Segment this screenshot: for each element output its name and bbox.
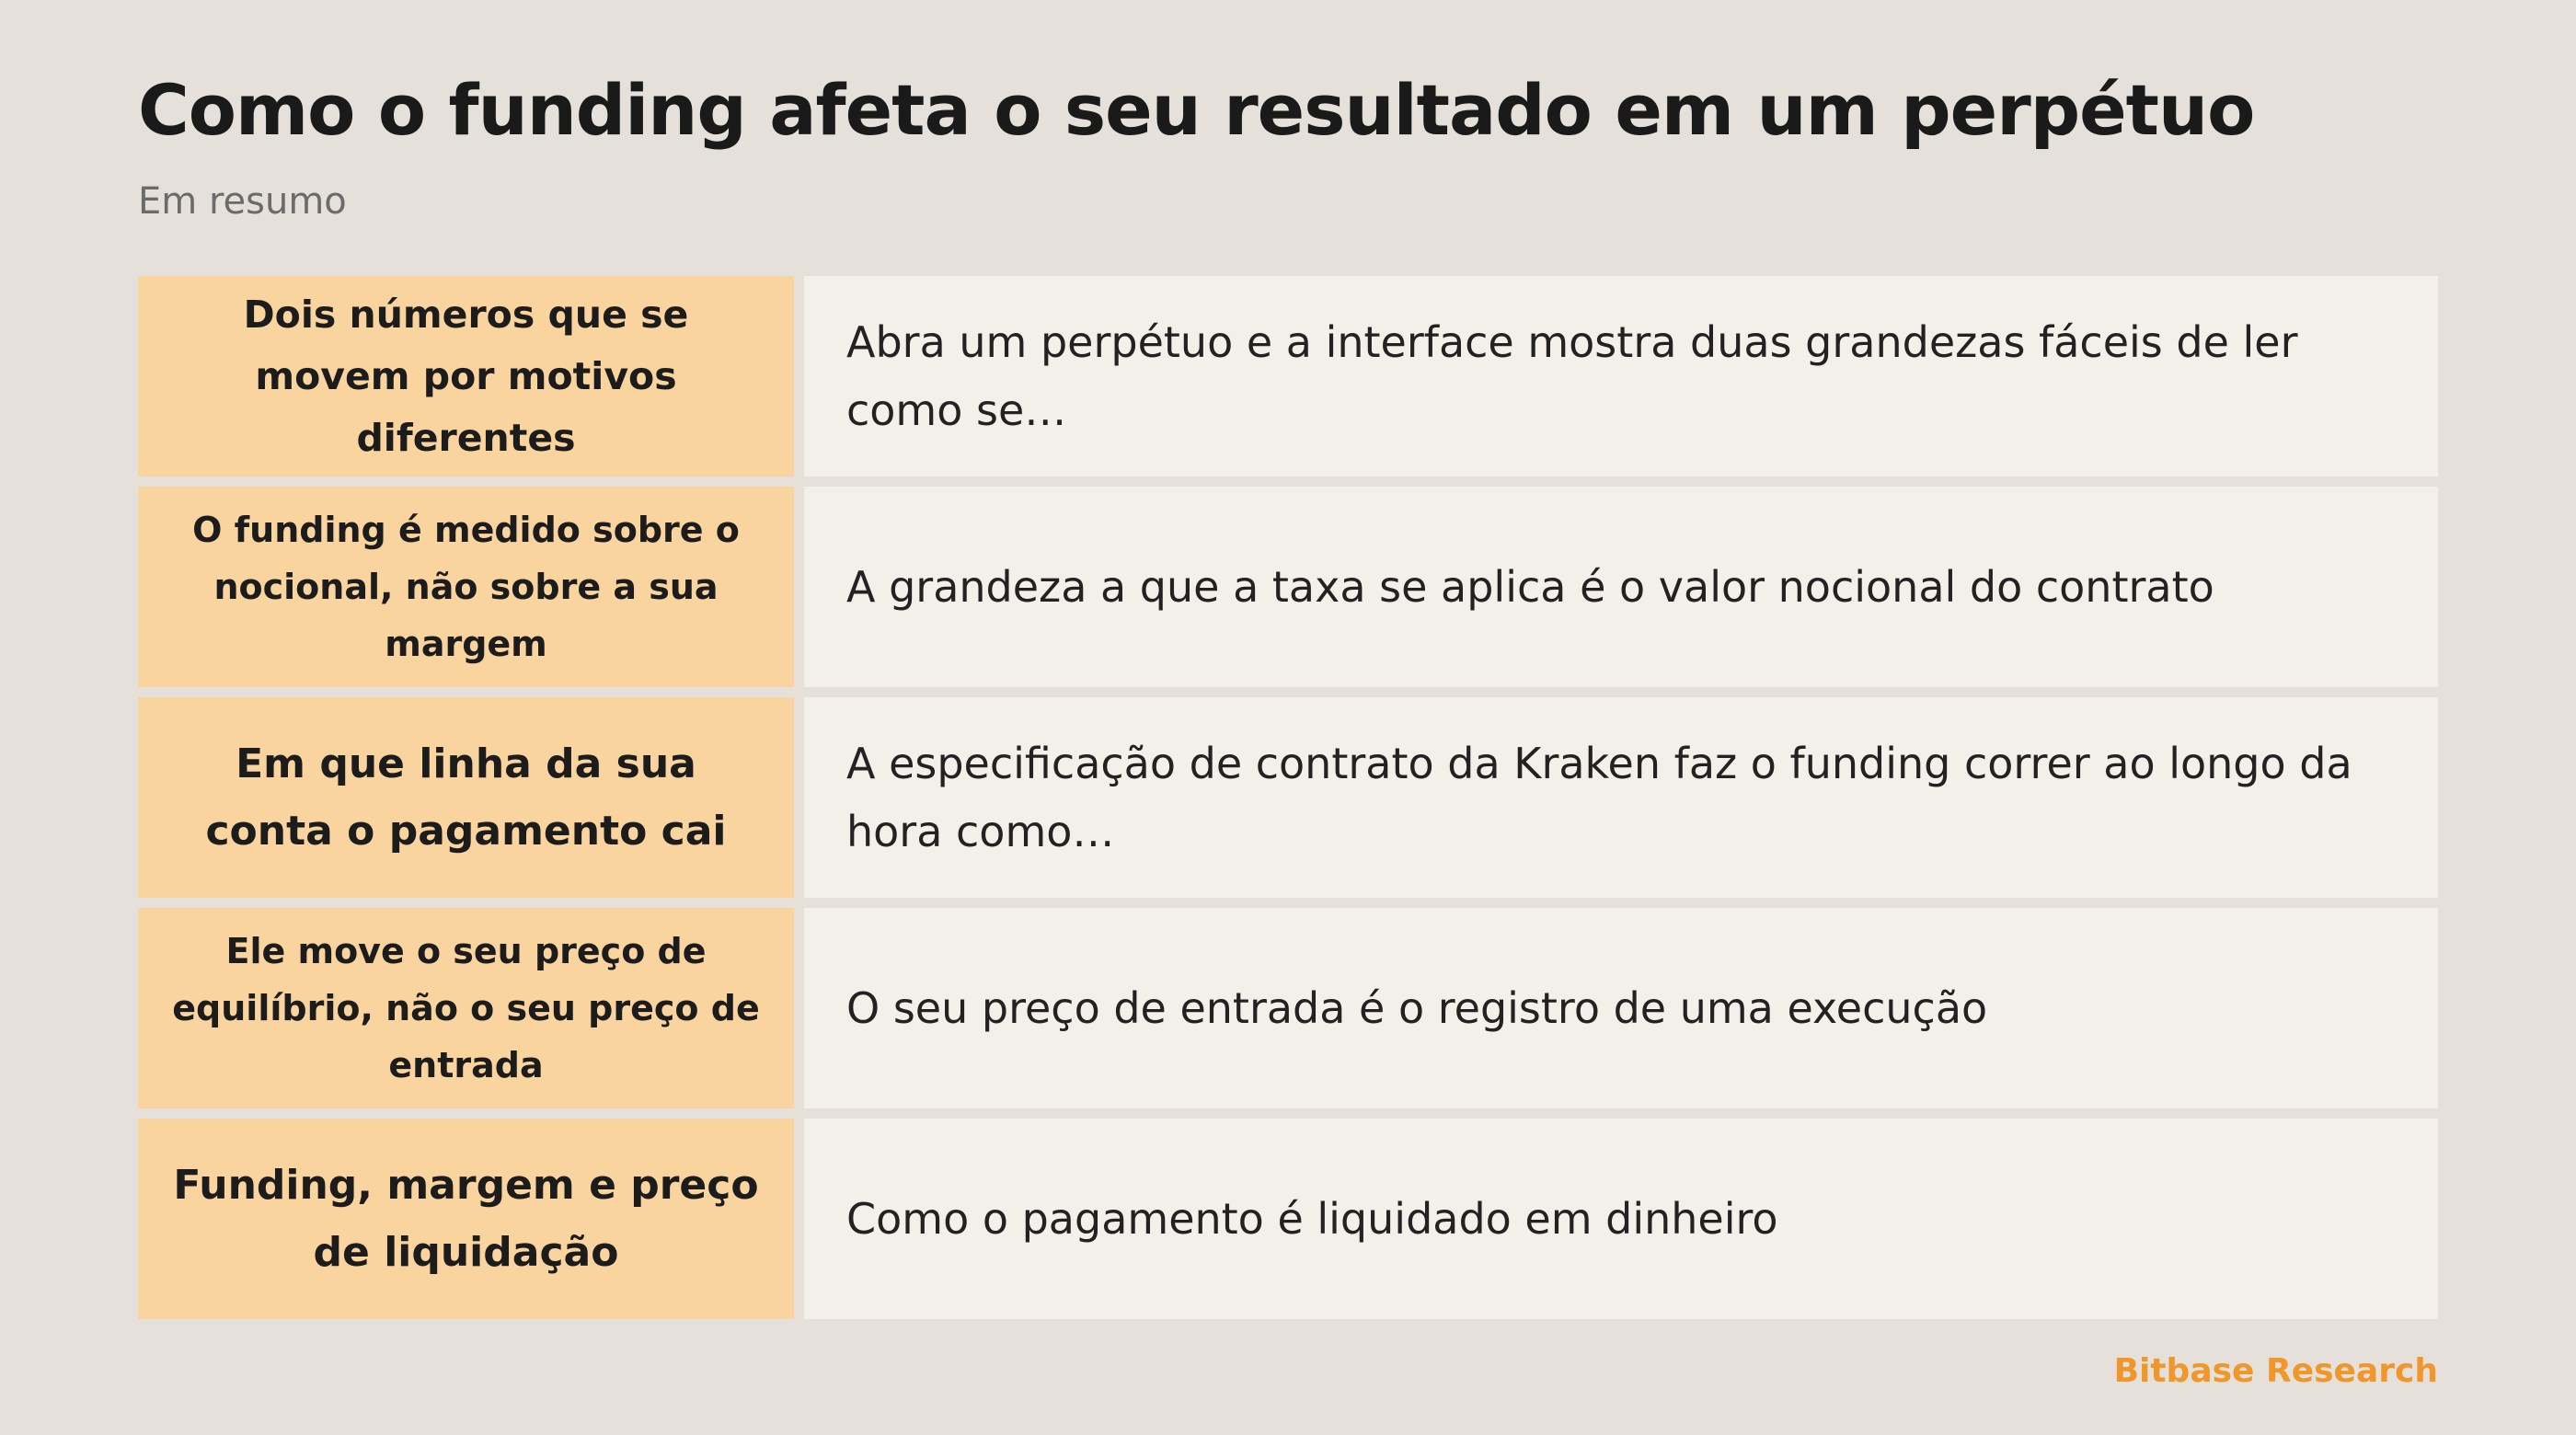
row-heading: Ele move o seu preço de equilíbrio, não o seu preço de entrada: [138, 908, 794, 1108]
row-text: O seu preço de entrada é o registro de uma execução: [804, 908, 2438, 1108]
row-text: A especificação de contrato da Kraken faz o funding correr ao longo da hora como…: [804, 697, 2438, 898]
table-row: [138, 276, 2438, 476]
row-text: Abra um perpétuo e a interface mostra duas grandezas fáceis de ler como se…: [804, 276, 2438, 476]
row-heading: Dois números que se movem por motivos diferentes: [138, 276, 794, 476]
row-heading: Em que linha da sua conta o pagamento cai: [138, 697, 794, 898]
row-text: Como o pagamento é liquidado em dinheiro: [804, 1119, 2438, 1319]
table-row: [138, 487, 2438, 687]
summary-table: [138, 276, 2438, 1319]
row-text: A grandeza a que a taxa se aplica é o valor nocional do contrato: [804, 487, 2438, 687]
slide: [138, 0, 2438, 1435]
row-heading: Funding, margem e preço de liquidação: [138, 1119, 794, 1319]
table-row: [138, 697, 2438, 898]
brand-footer: Bitbase Research: [2113, 1352, 2438, 1390]
table-row: [138, 908, 2438, 1108]
page-subtitle: Em resumo: [138, 180, 347, 223]
row-heading: O funding é medido sobre o nocional, não sobre a sua margem: [138, 487, 794, 687]
table-row: [138, 1119, 2438, 1319]
page-title: Como o funding afeta o seu resultado em um perpétuo: [138, 69, 2255, 151]
